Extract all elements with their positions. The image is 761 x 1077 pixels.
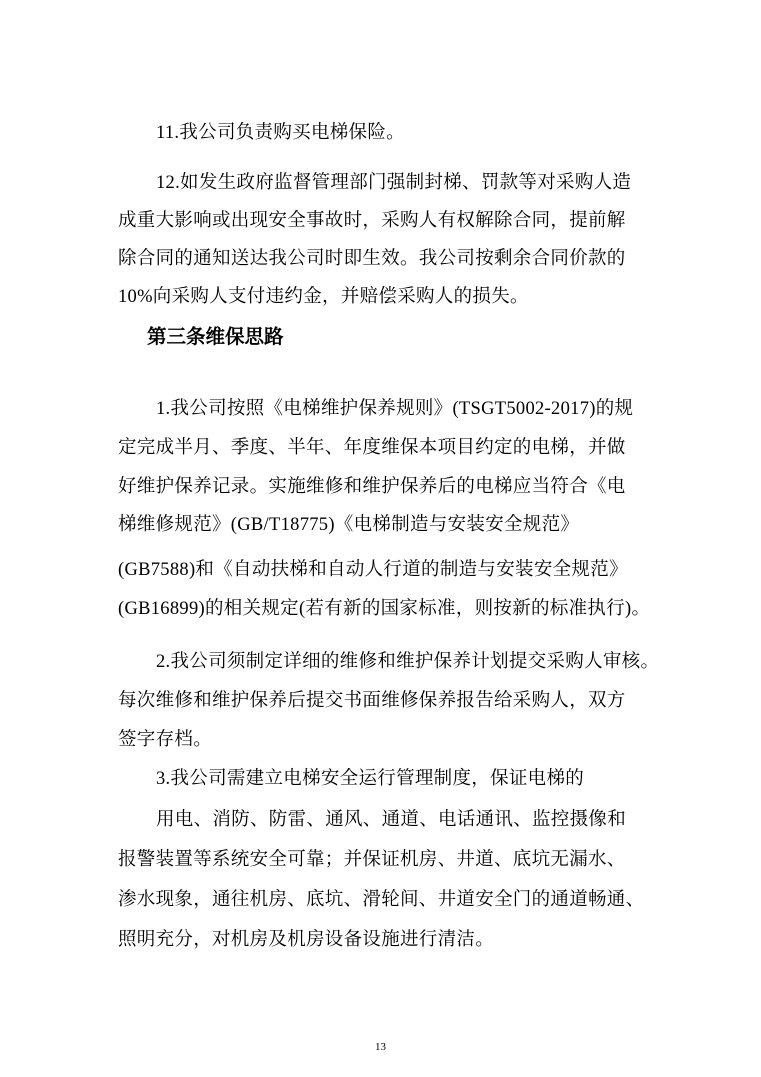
paragraph-line: 11.我公司负责购买电梯保险。 (156, 123, 405, 143)
paragraph-line: (GB7588)和《自动扶梯和自动人行道的制造与安装安全规范》 (118, 560, 628, 580)
paragraph-line: (GB16899)的相关规定(若有新的国家标准，则按新的标准执行)。 (118, 599, 651, 619)
paragraph-line: 用电、消防、防雷、通风、通道、电话通讯、监控摄像和 (156, 810, 627, 830)
paragraph-line: 定完成半月、季度、半年、年度维保本项目约定的电梯，并做 (118, 438, 626, 458)
paragraph-line: 照明充分，对机房及机房设备设施进行清洁。 (118, 930, 495, 950)
paragraph-line: 10%向采购人支付违约金，并赔偿采购人的损失。 (118, 287, 529, 307)
paragraph-line: 梯维修规范》(GB/T18775)《电梯制造与安装安全规范》 (118, 515, 580, 535)
paragraph-line: 2.我公司须制定详细的维修和维护保养计划提交采购人审核。 (156, 652, 660, 672)
paragraph-line: 1.我公司按照《电梯维护保养规则》(TSGT5002-2017)的规 (156, 399, 634, 419)
paragraph-line: 报警装置等系统安全可靠；并保证机房、井道、底坑无漏水、 (118, 850, 626, 870)
section-heading: 第三条维保思路 (147, 327, 284, 348)
paragraph-line: 好维护保养记录。实施维修和维护保养后的电梯应当符合《电 (118, 477, 626, 497)
paragraph-line: 每次维修和维护保养后提交书面维修保养报告给采购人，双方 (118, 691, 626, 711)
paragraph-line: 3.我公司需建立电梯安全运行管理制度，保证电梯的 (156, 769, 585, 789)
paragraph-line: 12.如发生政府监督管理部门强制封梯、罚款等对采购人造 (156, 173, 632, 193)
paragraph-line: 签字存档。 (118, 730, 213, 750)
page-number: 13 (375, 1041, 386, 1053)
paragraph-line: 渗水现象，通往机房、底坑、滑轮间、井道安全门的通道畅通、 (118, 890, 645, 910)
paragraph-line: 成重大影响或出现安全事故时，采购人有权解除合同，提前解 (118, 211, 626, 231)
paragraph-line: 除合同的通知送达我公司时即生效。我公司按剩余合同价款的 (118, 249, 626, 269)
